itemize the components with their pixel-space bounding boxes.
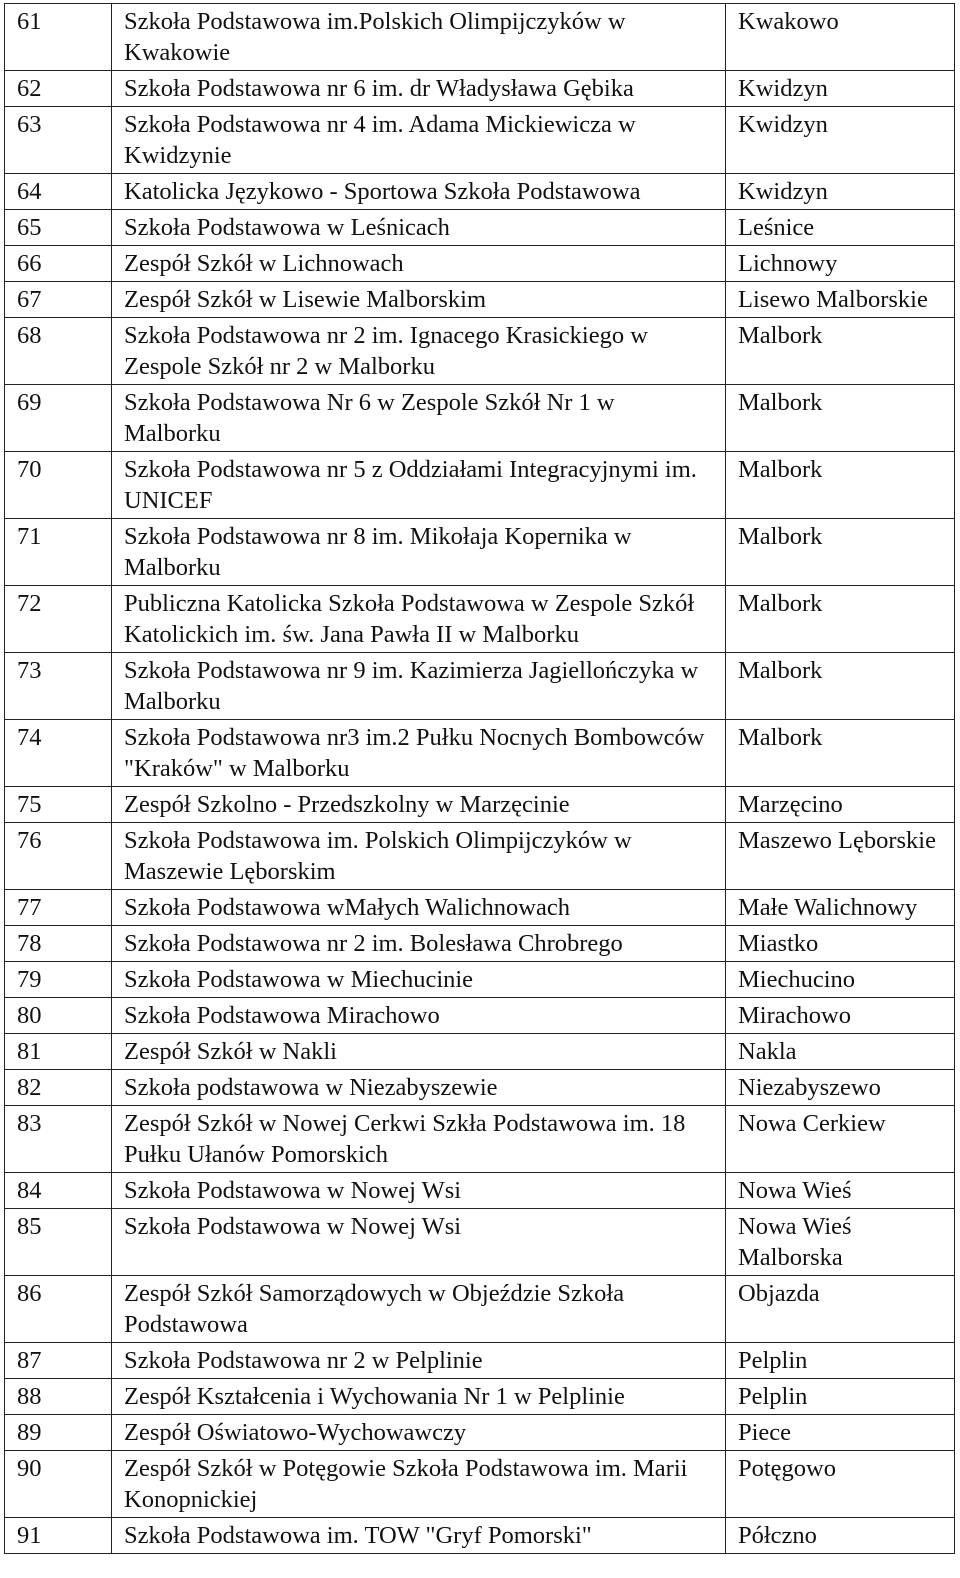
row-number-cell: 84: [5, 1173, 112, 1209]
school-name-cell: Szkoła podstawowa w Niezabyszewie: [112, 1070, 726, 1106]
school-name-cell: Szkoła Podstawowa w Nowej Wsi: [112, 1173, 726, 1209]
row-number-cell: 89: [5, 1415, 112, 1451]
table-row: [5, 1415, 955, 1451]
city-cell: Nakla: [726, 1034, 955, 1070]
table-row: [5, 787, 955, 823]
city-cell: Kwidzyn: [726, 71, 955, 107]
table-row: [5, 1379, 955, 1415]
table-row: [5, 720, 955, 787]
school-name-cell: Szkoła Podstawowa im. Polskich Olimpijczyków w Maszewie Lęborskim: [112, 823, 726, 890]
table-row: [5, 1209, 955, 1276]
school-name-cell: Publiczna Katolicka Szkoła Podstawowa w Zespole Szkół Katolickich im. św. Jana Pawła II w Malborku: [112, 586, 726, 653]
city-cell: Malbork: [726, 586, 955, 653]
table-row: [5, 962, 955, 998]
city-cell: Miechucino: [726, 962, 955, 998]
school-name-cell: Szkoła Podstawowa im.Polskich Olimpijczyków w Kwakowie: [112, 4, 726, 71]
row-number-cell: 76: [5, 823, 112, 890]
city-cell: Potęgowo: [726, 1451, 955, 1518]
table-row: [5, 586, 955, 653]
school-name-cell: Zespół Kształcenia i Wychowania Nr 1 w Pelplinie: [112, 1379, 726, 1415]
city-cell: Kwidzyn: [726, 174, 955, 210]
school-name-cell: Zespół Szkół w Nowej Cerkwi Szkła Podstawowa im. 18 Pułku Ułanów Pomorskich: [112, 1106, 726, 1173]
school-name-cell: Zespół Szkół w Lichnowach: [112, 246, 726, 282]
city-cell: Lichnowy: [726, 246, 955, 282]
table-row: [5, 282, 955, 318]
city-cell: Malbork: [726, 519, 955, 586]
school-name-cell: Katolicka Językowo - Sportowa Szkoła Podstawowa: [112, 174, 726, 210]
city-cell: Miastko: [726, 926, 955, 962]
row-number-cell: 69: [5, 385, 112, 452]
city-cell: Piece: [726, 1415, 955, 1451]
city-cell: Pelplin: [726, 1343, 955, 1379]
table-row: [5, 926, 955, 962]
school-name-cell: Szkoła Podstawowa nr3 im.2 Pułku Nocnych Bombowców "Kraków" w Malborku: [112, 720, 726, 787]
school-name-cell: Szkoła Podstawowa w Leśnicach: [112, 210, 726, 246]
table-row: [5, 246, 955, 282]
school-name-cell: Szkoła Podstawowa Mirachowo: [112, 998, 726, 1034]
school-name-cell: Szkoła Podstawowa nr 2 im. Bolesława Chrobrego: [112, 926, 726, 962]
row-number-cell: 78: [5, 926, 112, 962]
city-cell: Leśnice: [726, 210, 955, 246]
table-row: [5, 385, 955, 452]
school-name-cell: Zespół Szkół w Lisewie Malborskim: [112, 282, 726, 318]
table-row: [5, 1451, 955, 1518]
school-name-cell: Szkoła Podstawowa nr 8 im. Mikołaja Kopernika w Malborku: [112, 519, 726, 586]
table-row: [5, 1106, 955, 1173]
school-name-cell: Szkoła Podstawowa w Nowej Wsi: [112, 1209, 726, 1276]
row-number-cell: 65: [5, 210, 112, 246]
row-number-cell: 88: [5, 1379, 112, 1415]
row-number-cell: 91: [5, 1518, 112, 1554]
school-name-cell: Szkoła Podstawowa nr 6 im. dr Władysława Gębika: [112, 71, 726, 107]
row-number-cell: 82: [5, 1070, 112, 1106]
row-number-cell: 86: [5, 1276, 112, 1343]
row-number-cell: 75: [5, 787, 112, 823]
city-cell: Malbork: [726, 720, 955, 787]
city-cell: Małe Walichnowy: [726, 890, 955, 926]
row-number-cell: 70: [5, 452, 112, 519]
schools-table-body: [5, 4, 955, 1554]
school-name-cell: Szkoła Podstawowa Nr 6 w Zespole Szkół Nr 1 w Malborku: [112, 385, 726, 452]
city-cell: Mirachowo: [726, 998, 955, 1034]
school-name-cell: Zespół Szkół w Potęgowie Szkoła Podstawowa im. Marii Konopnickiej: [112, 1451, 726, 1518]
row-number-cell: 63: [5, 107, 112, 174]
table-row: [5, 1276, 955, 1343]
school-name-cell: Zespół Oświatowo-Wychowawczy: [112, 1415, 726, 1451]
table-row: [5, 107, 955, 174]
city-cell: Malbork: [726, 653, 955, 720]
table-row: [5, 1034, 955, 1070]
table-row: [5, 653, 955, 720]
table-row: [5, 4, 955, 71]
city-cell: Marzęcino: [726, 787, 955, 823]
row-number-cell: 79: [5, 962, 112, 998]
city-cell: Pelplin: [726, 1379, 955, 1415]
city-cell: Malbork: [726, 452, 955, 519]
school-name-cell: Szkoła Podstawowa nr 5 z Oddziałami Integracyjnymi im. UNICEF: [112, 452, 726, 519]
row-number-cell: 72: [5, 586, 112, 653]
table-row: [5, 1343, 955, 1379]
row-number-cell: 87: [5, 1343, 112, 1379]
table-row: [5, 1070, 955, 1106]
school-name-cell: Zespół Szkolno - Przedszkolny w Marzęcinie: [112, 787, 726, 823]
school-name-cell: Szkoła Podstawowa nr 9 im. Kazimierza Jagiellończyka w Malborku: [112, 653, 726, 720]
city-cell: Malbork: [726, 385, 955, 452]
school-name-cell: Zespół Szkół Samorządowych w Objeździe Szkoła Podstawowa: [112, 1276, 726, 1343]
school-name-cell: Szkoła Podstawowa nr 4 im. Adama Mickiewicza w Kwidzynie: [112, 107, 726, 174]
row-number-cell: 64: [5, 174, 112, 210]
city-cell: Kwakowo: [726, 4, 955, 71]
table-row: [5, 452, 955, 519]
table-row: [5, 1518, 955, 1554]
row-number-cell: 83: [5, 1106, 112, 1173]
row-number-cell: 61: [5, 4, 112, 71]
city-cell: Kwidzyn: [726, 107, 955, 174]
city-cell: Objazda: [726, 1276, 955, 1343]
table-row: [5, 210, 955, 246]
row-number-cell: 71: [5, 519, 112, 586]
table-row: [5, 890, 955, 926]
school-name-cell: Zespół Szkół w Nakli: [112, 1034, 726, 1070]
row-number-cell: 66: [5, 246, 112, 282]
table-row: [5, 519, 955, 586]
school-name-cell: Szkoła Podstawowa wMałych Walichnowach: [112, 890, 726, 926]
row-number-cell: 80: [5, 998, 112, 1034]
row-number-cell: 74: [5, 720, 112, 787]
city-cell: Niezabyszewo: [726, 1070, 955, 1106]
schools-table: [4, 3, 955, 1554]
city-cell: Nowa Cerkiew: [726, 1106, 955, 1173]
row-number-cell: 68: [5, 318, 112, 385]
table-row: [5, 823, 955, 890]
row-number-cell: 90: [5, 1451, 112, 1518]
row-number-cell: 85: [5, 1209, 112, 1276]
school-name-cell: Szkoła Podstawowa nr 2 w Pelplinie: [112, 1343, 726, 1379]
table-row: [5, 318, 955, 385]
row-number-cell: 81: [5, 1034, 112, 1070]
city-cell: Lisewo Malborskie: [726, 282, 955, 318]
row-number-cell: 62: [5, 71, 112, 107]
city-cell: Nowa Wieś: [726, 1173, 955, 1209]
row-number-cell: 73: [5, 653, 112, 720]
row-number-cell: 77: [5, 890, 112, 926]
city-cell: Półczno: [726, 1518, 955, 1554]
school-name-cell: Szkoła Podstawowa w Miechucinie: [112, 962, 726, 998]
school-name-cell: Szkoła Podstawowa im. TOW "Gryf Pomorski": [112, 1518, 726, 1554]
table-row: [5, 174, 955, 210]
row-number-cell: 67: [5, 282, 112, 318]
table-row: [5, 1173, 955, 1209]
table-row: [5, 71, 955, 107]
city-cell: Maszewo Lęborskie: [726, 823, 955, 890]
city-cell: Nowa Wieś Malborska: [726, 1209, 955, 1276]
table-row: [5, 998, 955, 1034]
school-name-cell: Szkoła Podstawowa nr 2 im. Ignacego Krasickiego w Zespole Szkół nr 2 w Malborku: [112, 318, 726, 385]
city-cell: Malbork: [726, 318, 955, 385]
